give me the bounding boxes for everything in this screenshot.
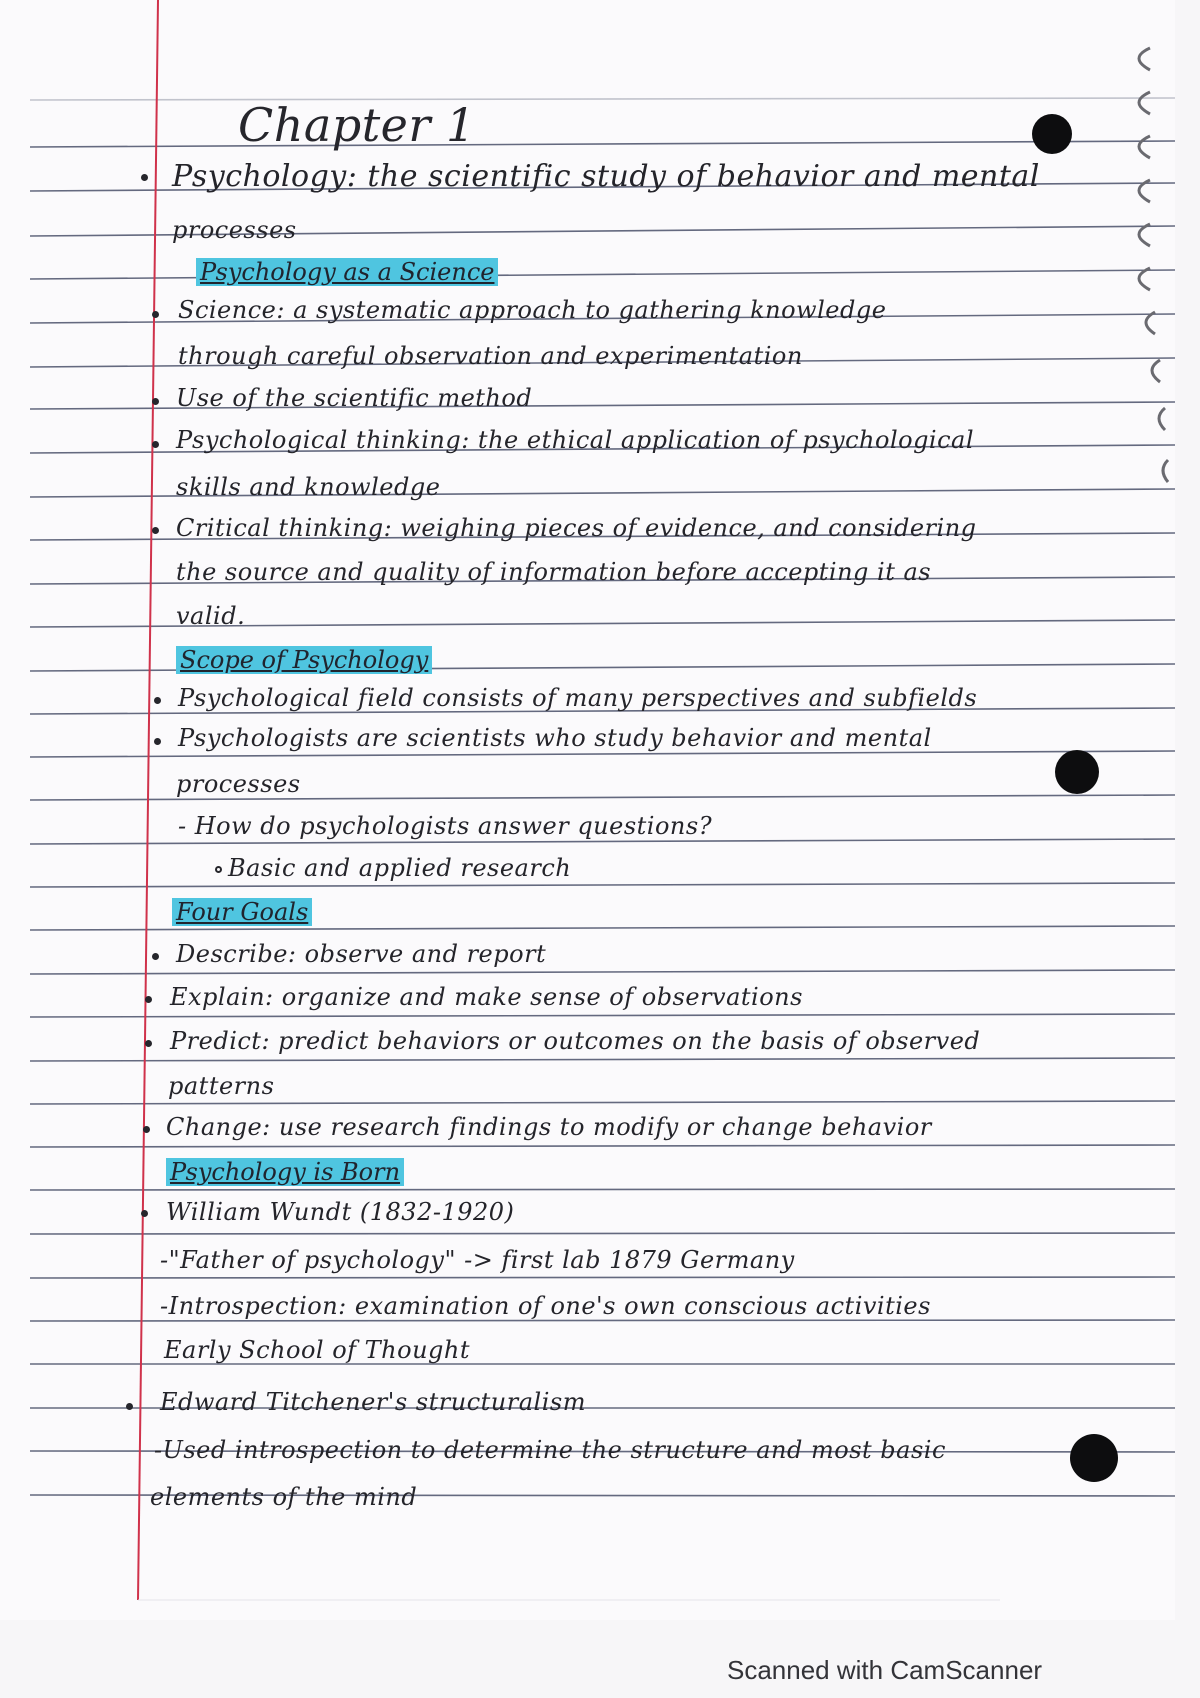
- bullet: [126, 1403, 133, 1410]
- section-heading: Four Goals: [172, 898, 312, 926]
- note-line: - How do psychologists answer questions?: [178, 812, 713, 840]
- note-line: Use of the scientific method: [176, 384, 533, 412]
- bullet: [143, 1126, 150, 1133]
- note-line: elements of the mind: [150, 1483, 418, 1511]
- note-line: Basic and applied research: [228, 854, 572, 882]
- note-line: Psychological thinking: the ethical application of psychological: [176, 426, 975, 454]
- bullet: [154, 697, 161, 704]
- note-line: Explain: organize and make sense of observations: [170, 983, 803, 1011]
- scanner-watermark: Scanned with CamScanner: [727, 1655, 1043, 1685]
- note-line: -"Father of psychology" -> first lab 1879 Germany: [160, 1246, 795, 1274]
- bullet: [141, 1210, 148, 1217]
- bullet: [152, 953, 159, 960]
- bullet: [154, 738, 161, 745]
- bullet: [152, 398, 159, 405]
- bullet: [152, 441, 159, 448]
- note-line: -Used introspection to determine the structure and most basic: [154, 1436, 946, 1464]
- bullet: [141, 174, 148, 181]
- section-heading: Scope of Psychology: [176, 646, 432, 674]
- note-line: processes: [172, 216, 297, 244]
- note-line: -Introspection: examination of one's own conscious activities: [160, 1292, 931, 1320]
- note-line: William Wundt (1832-1920): [166, 1198, 515, 1226]
- section-heading: Psychology is Born: [166, 1158, 404, 1186]
- bullet: [145, 996, 152, 1003]
- note-line: Predict: predict behaviors or outcomes on the basis of observed: [170, 1027, 981, 1055]
- note-line: Change: use research findings to modify or change behavior: [166, 1113, 932, 1141]
- note-line: Critical thinking: weighing pieces of evidence, and considering: [176, 514, 977, 542]
- bullet: [152, 527, 159, 534]
- bullet: [145, 1040, 152, 1047]
- section-heading: Psychology as a Science: [196, 258, 498, 286]
- note-line: processes: [176, 770, 301, 798]
- note-line: Describe: observe and report: [176, 940, 547, 968]
- note-line: patterns: [168, 1072, 275, 1100]
- note-line: Early School of Thought: [164, 1336, 471, 1364]
- note-line: valid.: [176, 602, 246, 630]
- note-line: Psychological field consists of many perspectives and subfields: [178, 684, 978, 712]
- bullet: [152, 311, 159, 318]
- note-line: Science: a systematic approach to gathering knowledge: [178, 296, 887, 324]
- note-line: skills and knowledge: [176, 473, 441, 501]
- chapter-title: Chapter 1: [238, 98, 476, 152]
- note-line: the source and quality of information before accepting it as: [176, 558, 932, 586]
- note-line: through careful observation and experimentation: [178, 342, 803, 370]
- note-line: Psychology: the scientific study of behavior and mental: [172, 159, 1040, 194]
- sub-bullet: [215, 866, 222, 873]
- note-line: Edward Titchener's structuralism: [160, 1388, 586, 1416]
- note-line: Psychologists are scientists who study behavior and mental: [178, 724, 932, 752]
